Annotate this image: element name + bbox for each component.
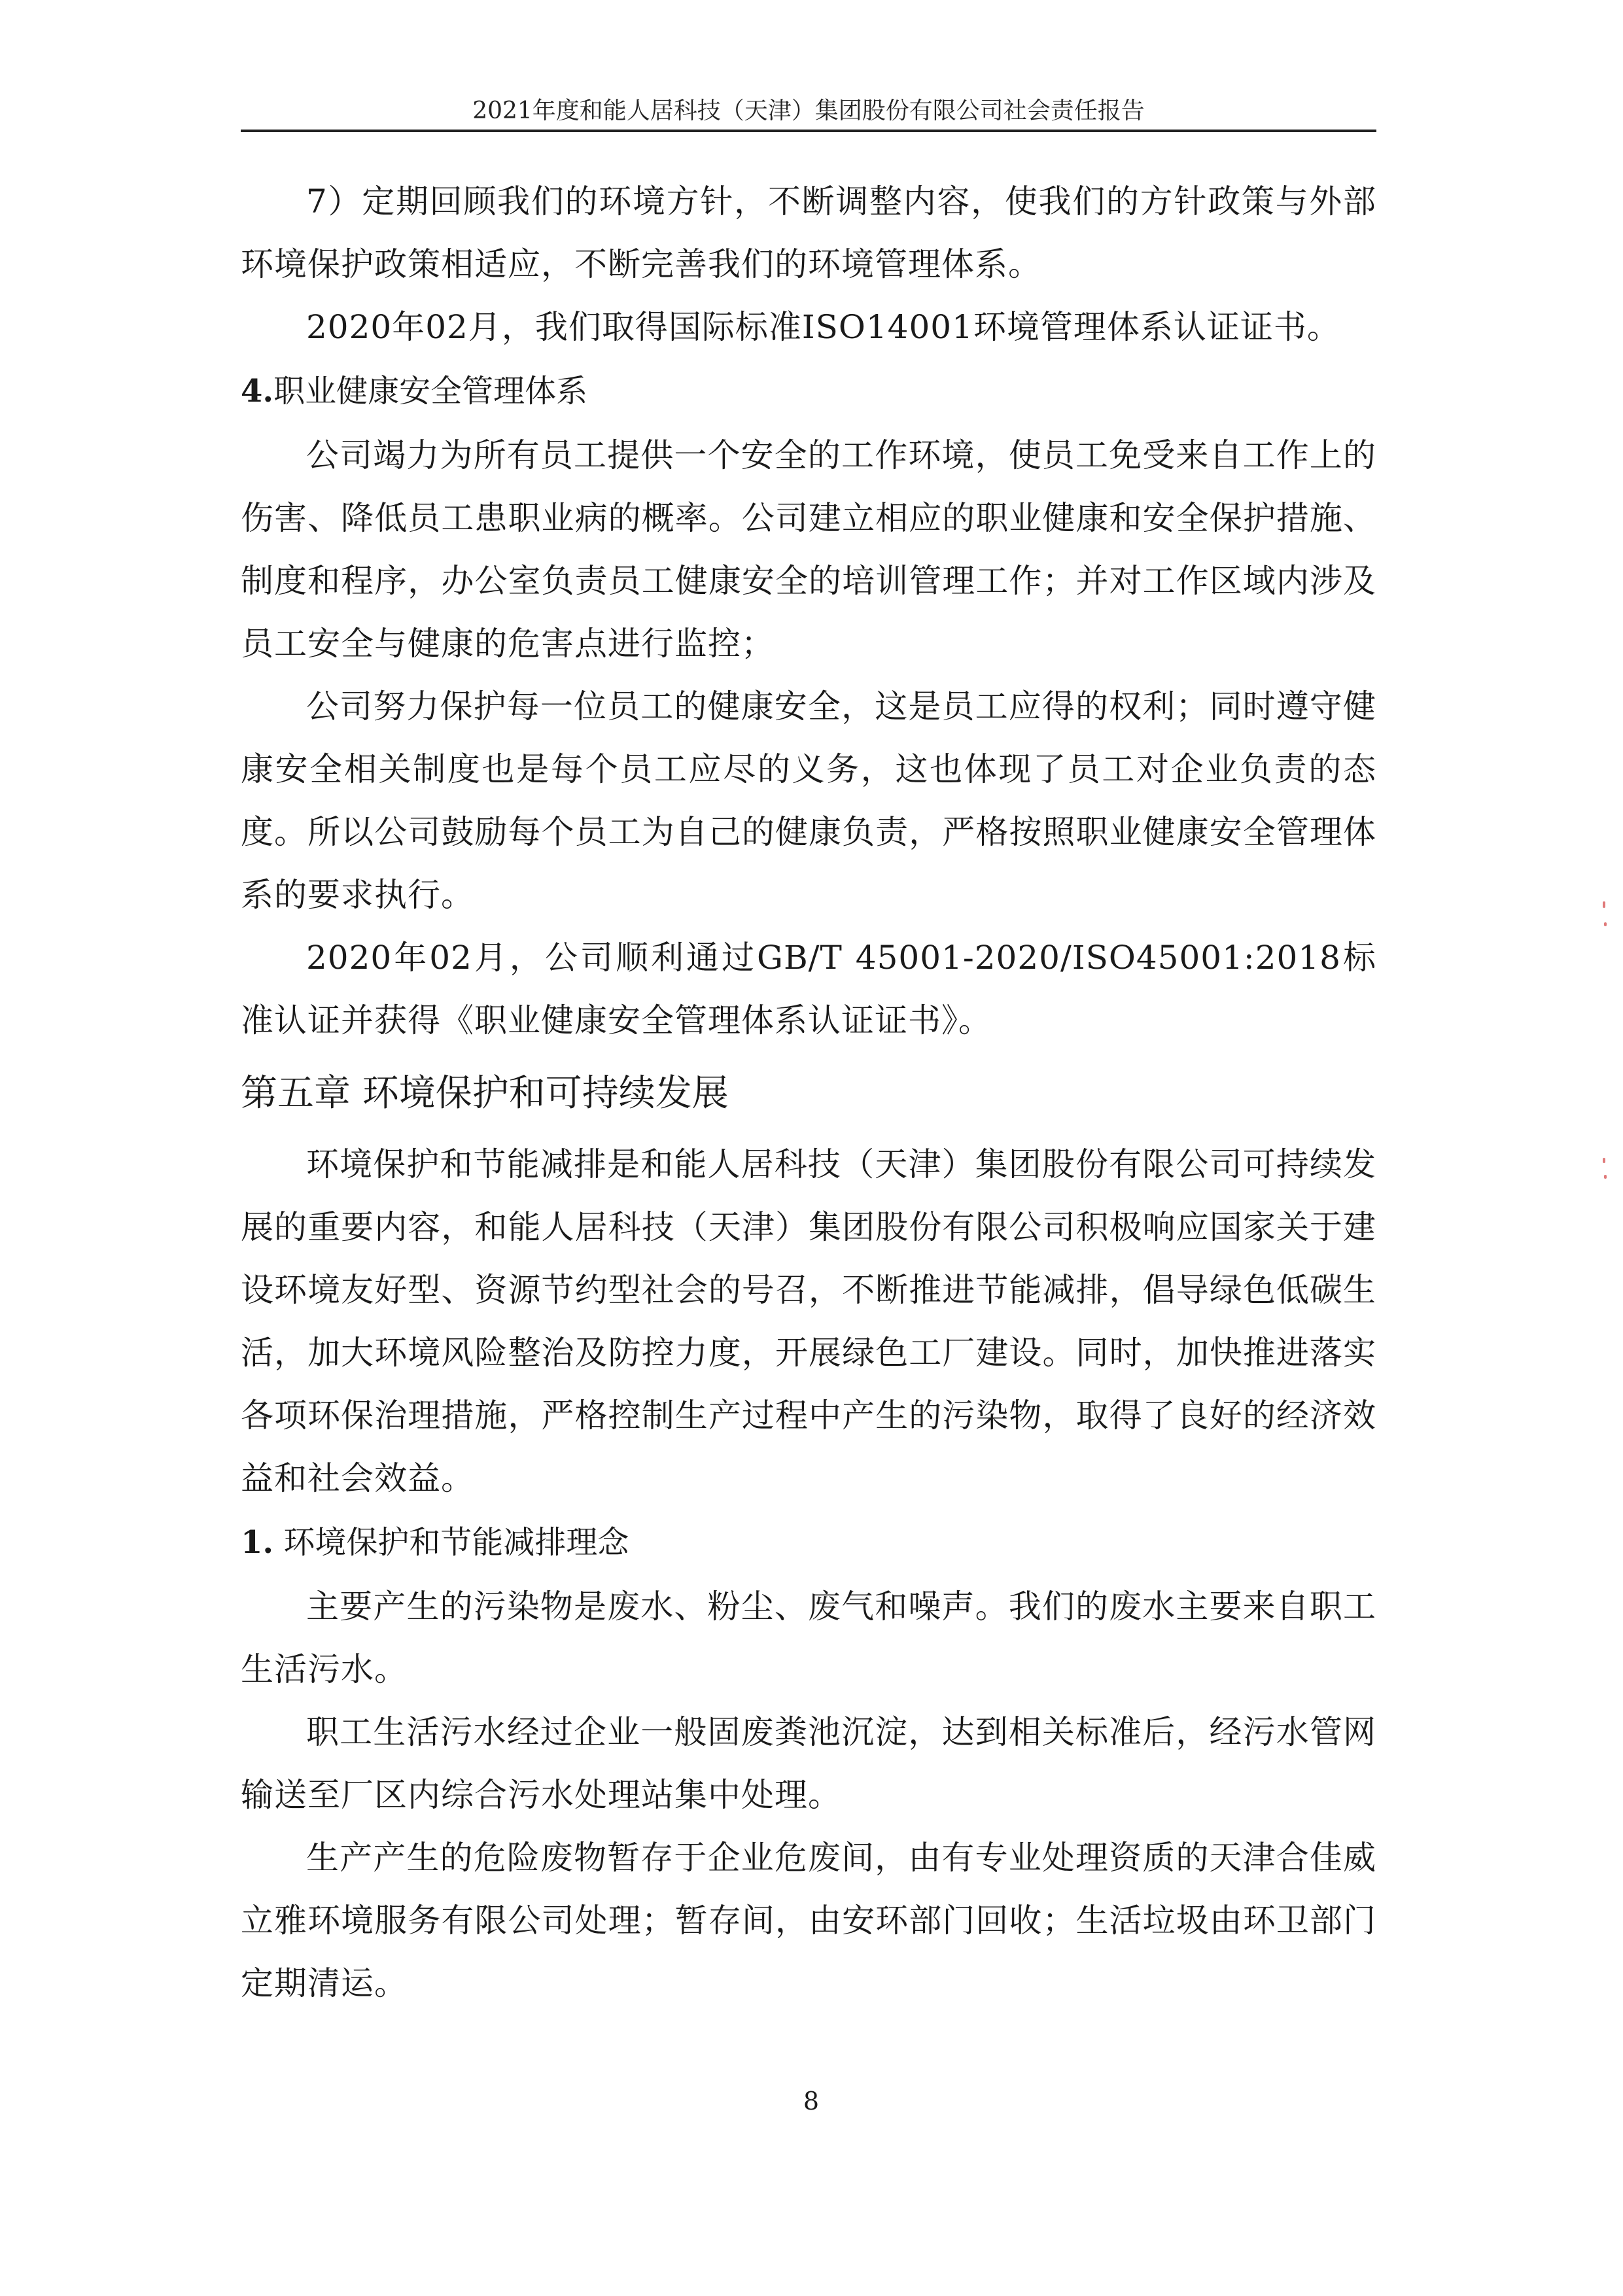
scan-speck [1603,1158,1605,1163]
paragraph-hazardous-waste: 生产产生的危险废物暂存于企业危废间，由有专业处理资质的天津合佳威立雅环境服务有限公司处理；暂存间，由安环部门回收；生活垃圾由环卫部门定期清运。 [241,1839,1376,2002]
section-number: 1. [241,1524,274,1561]
scan-speck [1604,1175,1607,1179]
header-divider [241,130,1376,132]
paragraph-employee-health-responsibility: 公司努力保护每一位员工的健康安全，这是员工应得的权利；同时遵守健康安全相关制度也是每个员工应尽的义务，这也体现了员工对企业负责的态度。所以公司鼓励每个员工为自己的健康负责，严格按照职业健康安全管理体系的要求执行。 [241,687,1376,914]
section-heading-text: 职业健康安全管理体系 [273,373,588,409]
section-heading-occupational-health [241,358,1376,424]
paragraph-sewage-treatment: 职工生活污水经过企业一般固废粪池沉淀，达到相关标准后，经污水管网输送至厂区内综合污水处理站集中处理。 [241,1713,1376,1814]
paragraph-iso14001-certification: 2020年02月，我们取得国际标准ISO14001环境管理体系认证证书。 [306,308,1340,346]
scan-speck [1604,922,1607,926]
section-heading-environment-concept [241,1510,1376,1575]
section-heading-text: 环境保护和节能减排理念 [273,1524,629,1561]
paragraph-safe-work-environment: 公司竭力为所有员工提供一个安全的工作环境，使员工免受来自工作上的伤害、降低员工患职业病的概率。公司建立相应的职业健康和安全保护措施、制度和程序，办公室负责员工健康安全的培训管理工作；并对工作区域内涉及员工安全与健康的危害点进行监控； [241,436,1376,663]
section-number: 4. [241,373,274,409]
paragraph-environment-policy-review: 7）定期回顾我们的环境方针，不断调整内容，使我们的方针政策与外部环境保护政策相适应，不断完善我们的环境管理体系。 [241,183,1376,283]
report-header-title: 2021年度和能人居科技（天津）集团股份有限公司社会责任报告 [472,97,1145,124]
chapter-title: 第五章 环境保护和可持续发展 [241,1072,729,1115]
paragraph-main-pollutants: 主要产生的污染物是废水、粉尘、废气和噪声。我们的废水主要来自职工生活污水。 [241,1588,1376,1688]
paragraph-iso45001-certification: 2020年02月，公司顺利通过GB/T 45001-2020/ISO45001:2018标准认证并获得《职业健康安全管理体系认证证书》。 [241,939,1376,1039]
paragraph-sustainable-development-intro: 环境保护和节能减排是和能人居科技（天津）集团股份有限公司可持续发展的重要内容，和能人居科技（天津）集团股份有限公司积极响应国家关于建设环境友好型、资源节约型社会的号召，不断推进节能减排，倡导绿色低碳生活，加大环境风险整治及防控力度，开展绿色工厂建设。同时，加快推进落实各项环保治理措施，严格控制生产过程中产生的污染物，取得了良好的经济效益和社会效益。 [241,1145,1376,1497]
page-number: 8 [803,2087,820,2115]
scan-speck [1603,901,1605,908]
document-body [241,170,1376,2015]
